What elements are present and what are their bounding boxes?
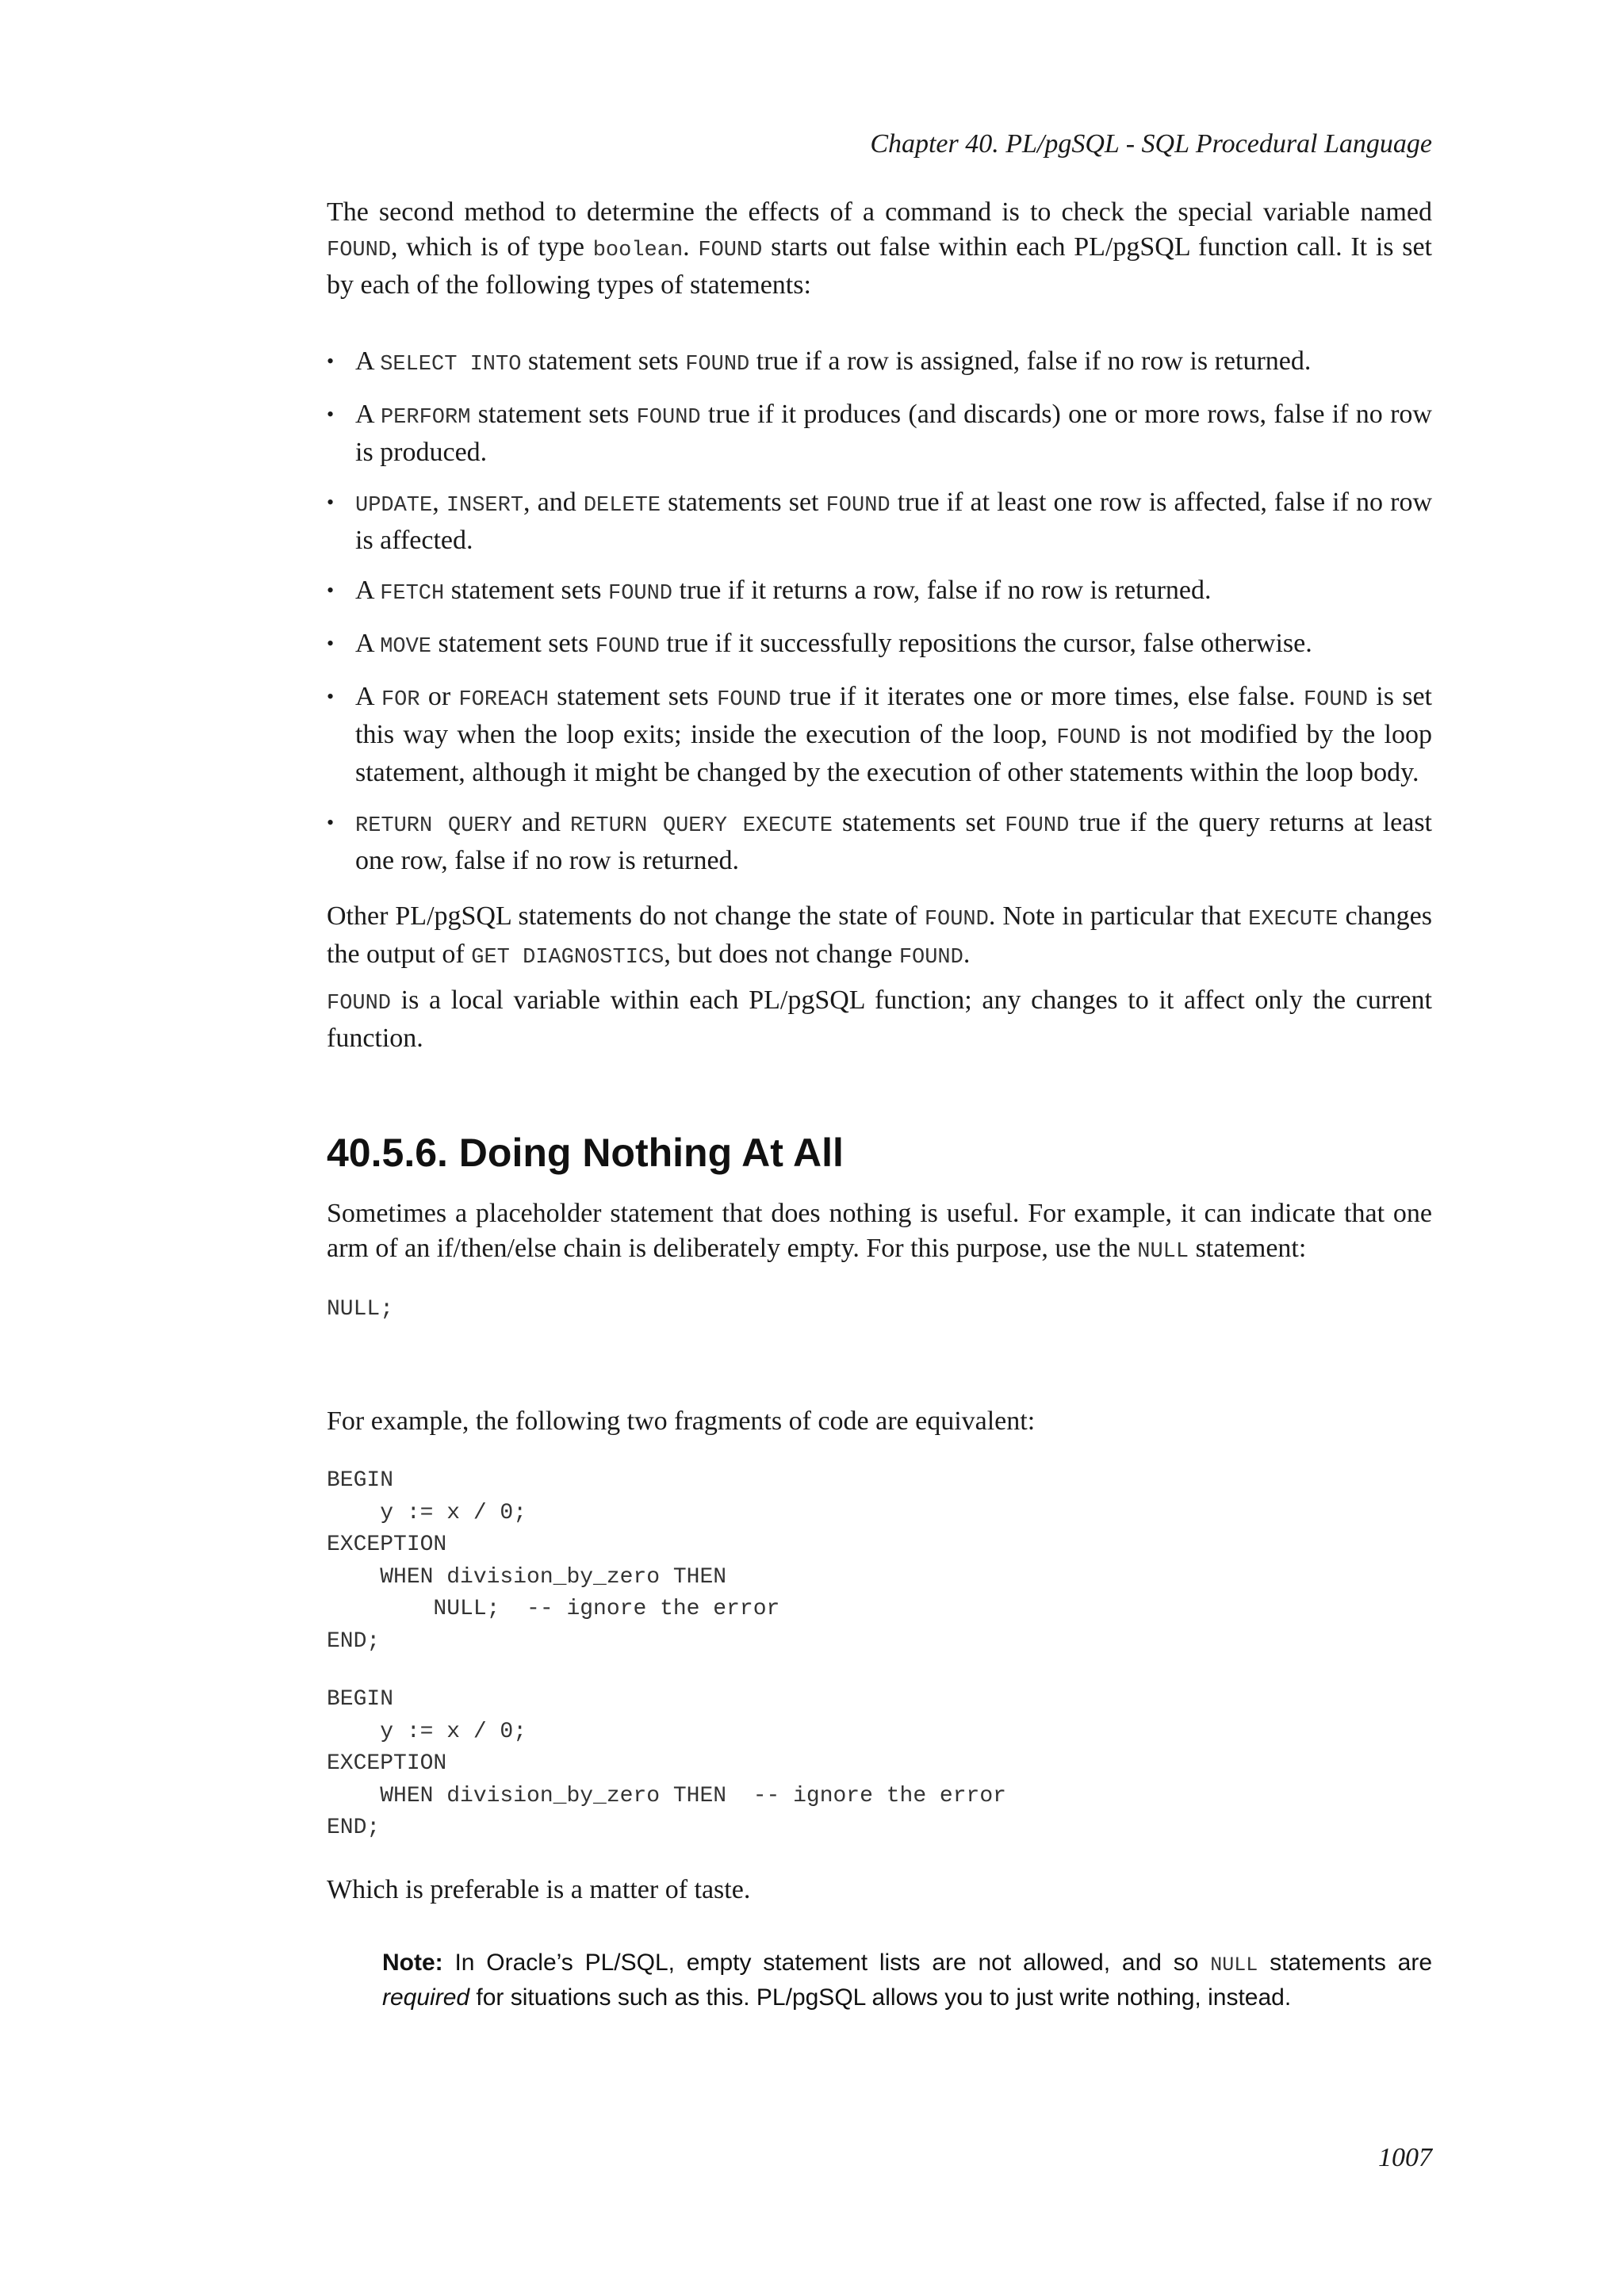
- inline-code: PERFORM: [380, 406, 471, 430]
- local-variable-paragraph: FOUND is a local variable within each PL/pgSQL function; any changes to it affect only the current function.: [327, 985, 1432, 1053]
- inline-code: FOUND: [1056, 726, 1121, 750]
- code-found: FOUND: [327, 239, 392, 262]
- note-label: Note:: [382, 1950, 443, 1976]
- intro-paragraph: The second method to determine the effects of a command is to check the special variable named FOUND, which is of type boolean. FOUND starts out false within each PL/pgSQL function call. It is set by each of the following types of statements:: [327, 197, 1433, 300]
- inline-code: FOUND: [636, 406, 701, 430]
- page-number: 1007: [1378, 2143, 1432, 2172]
- inline-code: FOREACH: [458, 688, 549, 712]
- inline-code: DELETE: [583, 494, 661, 518]
- code-get-diagnostics: GET DIAGNOSTICS: [471, 946, 665, 970]
- code-found: FOUND: [898, 946, 963, 970]
- code-null: NULL: [1137, 1240, 1189, 1264]
- inline-code: UPDATE: [355, 494, 433, 518]
- inline-code: FETCH: [380, 582, 445, 606]
- section-title: 40.5.6. Doing Nothing At All: [327, 1131, 844, 1175]
- inline-code: SELECT INTO: [380, 353, 522, 377]
- doing-nothing-paragraph: Sometimes a placeholder statement that does nothing is useful. For example, it can indicate that one arm of an if/then/else chain is deliberately empty. For this purpose, use the NULL statement:: [327, 1199, 1432, 1264]
- code-found: FOUND: [327, 992, 392, 1016]
- bullet-item: • A FOR or FOREACH statement sets FOUND true if it iterates one or more times, else false. FOUND is set this way when the loop exits; inside the execution of the loop, FOUND is not modified by the loop statement, although it might be changed by the execution of other statements within the loop body.: [327, 679, 1432, 790]
- emphasis-required: required: [382, 1984, 470, 2011]
- code-null: NULL: [1210, 1954, 1258, 1976]
- bullet-item: • A SELECT INTO statement sets FOUND true if a row is assigned, false if no row is returned.: [327, 344, 1432, 382]
- bullet-item: • A MOVE statement sets FOUND true if it successfully repositions the cursor, false otherwise.: [327, 626, 1432, 664]
- note-box: Note: In Oracle’s PL/SQL, empty statement lists are not allowed, and so NULL statements are required for situations such as this. PL/pgSQL allows you to just write nothing, instead.: [382, 1950, 1432, 2011]
- code-found: FOUND: [924, 908, 989, 932]
- statement-bullet-list: [327, 344, 1432, 894]
- inline-code: FOUND: [608, 582, 673, 606]
- other-statements-paragraph: Other PL/pgSQL statements do not change the state of FOUND. Note in particular that EXECUTE changes the output of GET DIAGNOSTICS, but does not change FOUND.: [327, 901, 1432, 970]
- bullet-item: • A FETCH statement sets FOUND true if it returns a row, false if no row is returned.: [327, 573, 1432, 611]
- inline-code: FOUND: [1303, 688, 1368, 712]
- code-block-example-2: BEGIN y := x / 0; EXCEPTION WHEN division_by_zero THEN -- ignore the error END;: [327, 1687, 1006, 1840]
- inline-code: FOUND: [1005, 814, 1070, 838]
- code-execute: EXECUTE: [1248, 908, 1339, 932]
- inline-code: FOUND: [595, 635, 660, 659]
- example-intro-paragraph: For example, the following two fragments of code are equivalent:: [327, 1406, 1036, 1436]
- preferable-paragraph: Which is preferable is a matter of taste.: [327, 1875, 751, 1904]
- code-block-null: NULL;: [327, 1297, 394, 1322]
- inline-code: MOVE: [380, 635, 431, 659]
- code-found: FOUND: [698, 239, 763, 262]
- bullet-item: • UPDATE, INSERT, and DELETE statements set FOUND true if at least one row is affected, false if no row is affected.: [327, 485, 1432, 558]
- inline-code: FOUND: [685, 353, 750, 377]
- inline-code: RETURN QUERY EXECUTE: [569, 814, 833, 838]
- inline-code: FOUND: [825, 494, 891, 518]
- code-block-example-1: BEGIN y := x / 0; EXCEPTION WHEN division_by_zero THEN NULL; -- ignore the error END;: [327, 1468, 780, 1654]
- bullet-item: • RETURN QUERY and RETURN QUERY EXECUTE statements set FOUND true if the query returns at least one row, false if no row is returned.: [327, 806, 1432, 878]
- running-header: Chapter 40. PL/pgSQL - SQL Procedural Language: [870, 129, 1432, 159]
- inline-code: FOR: [381, 688, 420, 712]
- inline-code: FOUND: [717, 688, 782, 712]
- inline-code: RETURN QUERY: [355, 814, 512, 838]
- inline-code: INSERT: [446, 494, 524, 518]
- code-boolean: boolean: [592, 239, 684, 262]
- bullet-item: • A PERFORM statement sets FOUND true if it produces (and discards) one or more rows, false if no row is produced.: [327, 397, 1432, 470]
